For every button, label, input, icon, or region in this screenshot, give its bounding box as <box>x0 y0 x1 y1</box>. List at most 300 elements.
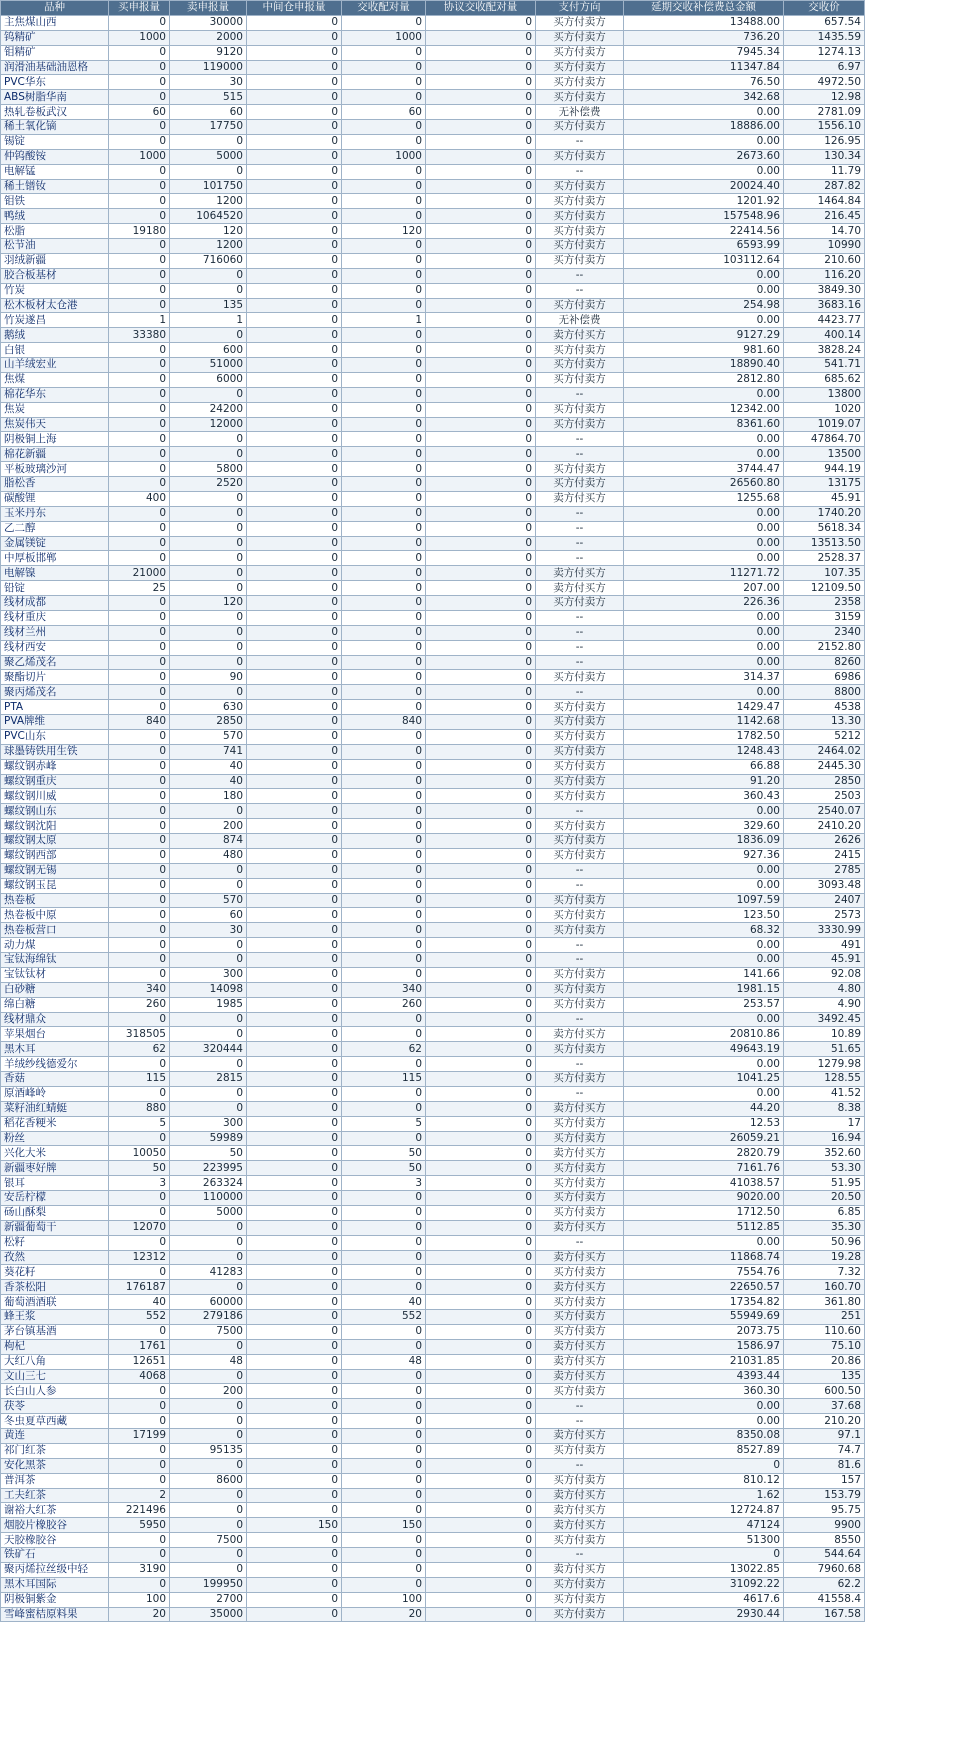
cell-payment-direction: -- <box>536 387 624 402</box>
cell-intermediate-declared: 0 <box>247 670 342 685</box>
cell-payment-direction: 卖方付买方 <box>536 491 624 506</box>
cell-buy-declared: 0 <box>109 462 170 477</box>
cell-sell-declared: 1064520 <box>170 209 247 224</box>
cell-settlement-price: 10990 <box>784 239 865 254</box>
cell-payment-direction: -- <box>536 863 624 878</box>
cell-sell-declared: 0 <box>170 878 247 893</box>
cell-variety: 砀山酥梨 <box>1 1205 109 1220</box>
cell-settlement-price: 1556.10 <box>784 120 865 135</box>
table-row <box>1 1369 865 1384</box>
cell-agreement-matched: 0 <box>426 417 536 432</box>
cell-buy-declared: 880 <box>109 1101 170 1116</box>
cell-settlement-price: 1019.07 <box>784 417 865 432</box>
cell-settlement-price: 2152.80 <box>784 640 865 655</box>
cell-sell-declared: 0 <box>170 536 247 551</box>
cell-sell-declared: 5000 <box>170 1205 247 1220</box>
cell-sell-declared: 1200 <box>170 194 247 209</box>
cell-variety: 螺纹钢赤峰 <box>1 759 109 774</box>
cell-compensation-total: 360.43 <box>624 789 784 804</box>
cell-intermediate-declared: 0 <box>247 1369 342 1384</box>
cell-compensation-total: 44.20 <box>624 1101 784 1116</box>
cell-agreement-matched: 0 <box>426 45 536 60</box>
table-row <box>1 834 865 849</box>
cell-payment-direction: -- <box>536 1012 624 1027</box>
cell-agreement-matched: 0 <box>426 209 536 224</box>
col-header-intermediate-declared: 中间仓申报量 <box>247 1 342 16</box>
cell-payment-direction: 买方付卖方 <box>536 670 624 685</box>
cell-compensation-total: 26560.80 <box>624 477 784 492</box>
cell-variety: 葡萄酒酒联 <box>1 1295 109 1310</box>
cell-settlement-price: 157 <box>784 1473 865 1488</box>
cell-intermediate-declared: 0 <box>247 1458 342 1473</box>
cell-compensation-total: 207.00 <box>624 581 784 596</box>
cell-agreement-matched: 0 <box>426 1533 536 1548</box>
table-row <box>1 715 865 730</box>
cell-intermediate-declared: 0 <box>247 1429 342 1444</box>
table-row <box>1 447 865 462</box>
cell-matched: 0 <box>342 819 426 834</box>
cell-matched: 0 <box>342 283 426 298</box>
cell-variety: 大红八角 <box>1 1354 109 1369</box>
cell-settlement-price: 8550 <box>784 1533 865 1548</box>
cell-agreement-matched: 0 <box>426 789 536 804</box>
cell-payment-direction: 买方付卖方 <box>536 1042 624 1057</box>
cell-matched: 0 <box>342 164 426 179</box>
cell-buy-declared: 1761 <box>109 1339 170 1354</box>
cell-sell-declared: 17750 <box>170 120 247 135</box>
cell-settlement-price: 126.95 <box>784 134 865 149</box>
cell-buy-declared: 0 <box>109 744 170 759</box>
cell-intermediate-declared: 0 <box>247 268 342 283</box>
cell-buy-declared: 0 <box>109 729 170 744</box>
cell-sell-declared: 0 <box>170 1280 247 1295</box>
cell-settlement-price: 17 <box>784 1116 865 1131</box>
cell-payment-direction: 买方付卖方 <box>536 1607 624 1622</box>
cell-matched: 0 <box>342 1265 426 1280</box>
cell-buy-declared: 0 <box>109 1012 170 1027</box>
table-body <box>1 15 865 1622</box>
cell-payment-direction: -- <box>536 640 624 655</box>
cell-buy-declared: 0 <box>109 670 170 685</box>
cell-settlement-price: 2407 <box>784 893 865 908</box>
table-row <box>1 1503 865 1518</box>
cell-payment-direction: 买方付卖方 <box>536 1473 624 1488</box>
cell-variety: 脂松香 <box>1 477 109 492</box>
cell-variety: 锡锭 <box>1 134 109 149</box>
cell-payment-direction: -- <box>536 1086 624 1101</box>
cell-settlement-price: 2415 <box>784 848 865 863</box>
cell-settlement-price: 128.55 <box>784 1072 865 1087</box>
cell-intermediate-declared: 0 <box>247 804 342 819</box>
cell-buy-declared: 0 <box>109 268 170 283</box>
cell-compensation-total: 0.00 <box>624 551 784 566</box>
cell-buy-declared: 0 <box>109 447 170 462</box>
cell-compensation-total: 0.00 <box>624 938 784 953</box>
cell-agreement-matched: 0 <box>426 1429 536 1444</box>
cell-agreement-matched: 0 <box>426 1577 536 1592</box>
cell-buy-declared: 100 <box>109 1592 170 1607</box>
table-row <box>1 1220 865 1235</box>
cell-agreement-matched: 0 <box>426 1548 536 1563</box>
cell-settlement-price: 12.98 <box>784 90 865 105</box>
cell-agreement-matched: 0 <box>426 1324 536 1339</box>
cell-payment-direction: -- <box>536 283 624 298</box>
cell-agreement-matched: 0 <box>426 1161 536 1176</box>
cell-matched: 0 <box>342 477 426 492</box>
cell-matched: 0 <box>342 343 426 358</box>
cell-variety: 枸杞 <box>1 1339 109 1354</box>
cell-agreement-matched: 0 <box>426 982 536 997</box>
cell-buy-declared: 0 <box>109 1443 170 1458</box>
cell-compensation-total: 13488.00 <box>624 15 784 30</box>
cell-settlement-price: 13800 <box>784 387 865 402</box>
cell-compensation-total: 9127.29 <box>624 328 784 343</box>
cell-matched: 0 <box>342 75 426 90</box>
cell-sell-declared: 101750 <box>170 179 247 194</box>
cell-settlement-price: 216.45 <box>784 209 865 224</box>
cell-matched: 552 <box>342 1310 426 1325</box>
table-row <box>1 655 865 670</box>
cell-buy-declared: 17199 <box>109 1429 170 1444</box>
cell-buy-declared: 62 <box>109 1042 170 1057</box>
cell-payment-direction: 买方付卖方 <box>536 1176 624 1191</box>
cell-payment-direction: 买方付卖方 <box>536 462 624 477</box>
cell-intermediate-declared: 0 <box>247 625 342 640</box>
cell-settlement-price: 251 <box>784 1310 865 1325</box>
cell-sell-declared: 14098 <box>170 982 247 997</box>
table-row <box>1 105 865 120</box>
cell-intermediate-declared: 0 <box>247 1592 342 1607</box>
table-row <box>1 1027 865 1042</box>
cell-variety: 棉花新疆 <box>1 447 109 462</box>
cell-buy-declared: 25 <box>109 581 170 596</box>
cell-agreement-matched: 0 <box>426 596 536 611</box>
cell-payment-direction: 卖方付买方 <box>536 1503 624 1518</box>
cell-payment-direction: 买方付卖方 <box>536 1577 624 1592</box>
table-row <box>1 432 865 447</box>
table-row <box>1 402 865 417</box>
cell-matched: 3 <box>342 1176 426 1191</box>
cell-payment-direction: 卖方付买方 <box>536 1027 624 1042</box>
cell-compensation-total: 1041.25 <box>624 1072 784 1087</box>
table-row <box>1 1458 865 1473</box>
cell-buy-declared: 50 <box>109 1161 170 1176</box>
table-row <box>1 581 865 596</box>
cell-variety: 螺纹钢川威 <box>1 789 109 804</box>
cell-settlement-price: 210.20 <box>784 1414 865 1429</box>
cell-intermediate-declared: 0 <box>247 967 342 982</box>
cell-variety: 普洱茶 <box>1 1473 109 1488</box>
cell-matched: 0 <box>342 521 426 536</box>
cell-variety: 聚丙烯拉丝级中轻 <box>1 1562 109 1577</box>
cell-settlement-price: 37.68 <box>784 1399 865 1414</box>
cell-compensation-total: 0.00 <box>624 283 784 298</box>
cell-variety: 新疆枣好牌 <box>1 1161 109 1176</box>
cell-compensation-total: 0.00 <box>624 447 784 462</box>
cell-payment-direction: 买方付卖方 <box>536 700 624 715</box>
cell-matched: 0 <box>342 640 426 655</box>
cell-sell-declared: 2850 <box>170 715 247 730</box>
cell-sell-declared: 630 <box>170 700 247 715</box>
cell-settlement-price: 287.82 <box>784 179 865 194</box>
cell-matched: 0 <box>342 462 426 477</box>
cell-intermediate-declared: 0 <box>247 1384 342 1399</box>
table-row <box>1 863 865 878</box>
cell-agreement-matched: 0 <box>426 358 536 373</box>
cell-compensation-total: 123.50 <box>624 908 784 923</box>
table-row <box>1 953 865 968</box>
cell-matched: 0 <box>342 60 426 75</box>
cell-matched: 0 <box>342 253 426 268</box>
cell-buy-declared: 0 <box>109 90 170 105</box>
cell-sell-declared: 0 <box>170 938 247 953</box>
cell-matched: 0 <box>342 655 426 670</box>
cell-compensation-total: 0.00 <box>624 625 784 640</box>
cell-buy-declared: 0 <box>109 1265 170 1280</box>
cell-agreement-matched: 0 <box>426 1057 536 1072</box>
cell-sell-declared: 0 <box>170 566 247 581</box>
table-row <box>1 744 865 759</box>
cell-matched: 0 <box>342 194 426 209</box>
cell-matched: 0 <box>342 1280 426 1295</box>
cell-agreement-matched: 0 <box>426 1146 536 1161</box>
cell-buy-declared: 0 <box>109 1057 170 1072</box>
table-row <box>1 1042 865 1057</box>
table-row <box>1 358 865 373</box>
cell-variety: 线材西安 <box>1 640 109 655</box>
cell-compensation-total: 18886.00 <box>624 120 784 135</box>
cell-agreement-matched: 0 <box>426 1101 536 1116</box>
cell-sell-declared: 0 <box>170 1503 247 1518</box>
cell-agreement-matched: 0 <box>426 134 536 149</box>
cell-intermediate-declared: 0 <box>247 655 342 670</box>
cell-sell-declared: 0 <box>170 610 247 625</box>
cell-compensation-total: 0.00 <box>624 387 784 402</box>
cell-buy-declared: 0 <box>109 938 170 953</box>
cell-agreement-matched: 0 <box>426 343 536 358</box>
cell-payment-direction: 无补偿费 <box>536 313 624 328</box>
cell-sell-declared: 200 <box>170 1384 247 1399</box>
cell-compensation-total: 21031.85 <box>624 1354 784 1369</box>
cell-compensation-total: 2673.60 <box>624 149 784 164</box>
cell-sell-declared: 0 <box>170 387 247 402</box>
cell-matched: 0 <box>342 1250 426 1265</box>
cell-intermediate-declared: 0 <box>247 759 342 774</box>
cell-agreement-matched: 0 <box>426 1250 536 1265</box>
cell-intermediate-declared: 0 <box>247 45 342 60</box>
cell-intermediate-declared: 0 <box>247 953 342 968</box>
cell-intermediate-declared: 0 <box>247 209 342 224</box>
cell-settlement-price: 81.6 <box>784 1458 865 1473</box>
cell-sell-declared: 0 <box>170 685 247 700</box>
cell-intermediate-declared: 0 <box>247 149 342 164</box>
table-row <box>1 298 865 313</box>
cell-agreement-matched: 0 <box>426 1503 536 1518</box>
cell-variety: 热卷板营口 <box>1 923 109 938</box>
cell-matched: 0 <box>342 759 426 774</box>
cell-intermediate-declared: 0 <box>247 908 342 923</box>
cell-agreement-matched: 0 <box>426 655 536 670</box>
cell-payment-direction: 买方付卖方 <box>536 774 624 789</box>
cell-variety: 螺纹钢太原 <box>1 834 109 849</box>
cell-compensation-total: 12.53 <box>624 1116 784 1131</box>
table-row <box>1 997 865 1012</box>
cell-settlement-price: 35.30 <box>784 1220 865 1235</box>
table-row <box>1 75 865 90</box>
cell-settlement-price: 74.7 <box>784 1443 865 1458</box>
cell-compensation-total: 103112.64 <box>624 253 784 268</box>
cell-payment-direction: 买方付卖方 <box>536 417 624 432</box>
cell-variety: 宝钛钛材 <box>1 967 109 982</box>
cell-intermediate-declared: 0 <box>247 834 342 849</box>
cell-sell-declared: 741 <box>170 744 247 759</box>
cell-compensation-total: 1.62 <box>624 1488 784 1503</box>
cell-payment-direction: 买方付卖方 <box>536 1310 624 1325</box>
cell-variety: ABS树脂华南 <box>1 90 109 105</box>
cell-payment-direction: 买方付卖方 <box>536 1443 624 1458</box>
cell-buy-declared: 260 <box>109 997 170 1012</box>
cell-matched: 1000 <box>342 30 426 45</box>
cell-compensation-total: 1586.97 <box>624 1339 784 1354</box>
table-row <box>1 1310 865 1325</box>
table-row <box>1 239 865 254</box>
table-row <box>1 982 865 997</box>
cell-agreement-matched: 0 <box>426 1131 536 1146</box>
cell-agreement-matched: 0 <box>426 1235 536 1250</box>
cell-sell-declared: 135 <box>170 298 247 313</box>
cell-intermediate-declared: 0 <box>247 358 342 373</box>
cell-intermediate-declared: 0 <box>247 923 342 938</box>
table-row <box>1 164 865 179</box>
cell-intermediate-declared: 0 <box>247 1265 342 1280</box>
cell-intermediate-declared: 0 <box>247 1473 342 1488</box>
cell-intermediate-declared: 0 <box>247 1027 342 1042</box>
cell-payment-direction: 买方付卖方 <box>536 982 624 997</box>
cell-agreement-matched: 0 <box>426 1339 536 1354</box>
cell-buy-declared: 0 <box>109 1235 170 1250</box>
cell-agreement-matched: 0 <box>426 610 536 625</box>
cell-payment-direction: -- <box>536 625 624 640</box>
cell-sell-declared: 0 <box>170 863 247 878</box>
cell-variety: 阴极铜上海 <box>1 432 109 447</box>
cell-variety: 热卷板中原 <box>1 908 109 923</box>
cell-settlement-price: 2781.09 <box>784 105 865 120</box>
cell-compensation-total: 329.60 <box>624 819 784 834</box>
cell-buy-declared: 0 <box>109 685 170 700</box>
cell-payment-direction: 卖方付买方 <box>536 1354 624 1369</box>
cell-intermediate-declared: 0 <box>247 893 342 908</box>
cell-agreement-matched: 0 <box>426 462 536 477</box>
cell-buy-declared: 0 <box>109 1324 170 1339</box>
cell-intermediate-declared: 0 <box>247 1339 342 1354</box>
cell-intermediate-declared: 0 <box>247 1399 342 1414</box>
cell-intermediate-declared: 0 <box>247 774 342 789</box>
cell-compensation-total: 141.66 <box>624 967 784 982</box>
cell-sell-declared: 263324 <box>170 1176 247 1191</box>
cell-payment-direction: -- <box>536 655 624 670</box>
cell-sell-declared: 35000 <box>170 1607 247 1622</box>
cell-agreement-matched: 0 <box>426 30 536 45</box>
cell-intermediate-declared: 0 <box>247 1250 342 1265</box>
table-row <box>1 759 865 774</box>
cell-intermediate-declared: 0 <box>247 1057 342 1072</box>
cell-buy-declared: 33380 <box>109 328 170 343</box>
cell-compensation-total: 51300 <box>624 1533 784 1548</box>
cell-buy-declared: 0 <box>109 432 170 447</box>
cell-payment-direction: 买方付卖方 <box>536 253 624 268</box>
cell-matched: 0 <box>342 402 426 417</box>
cell-compensation-total: 157548.96 <box>624 209 784 224</box>
cell-intermediate-declared: 0 <box>247 596 342 611</box>
cell-intermediate-declared: 0 <box>247 1443 342 1458</box>
cell-payment-direction: 买方付卖方 <box>536 893 624 908</box>
cell-variety: PVC华东 <box>1 75 109 90</box>
cell-settlement-price: 62.2 <box>784 1577 865 1592</box>
cell-settlement-price: 2626 <box>784 834 865 849</box>
cell-agreement-matched: 0 <box>426 387 536 402</box>
cell-buy-declared: 0 <box>109 1548 170 1563</box>
cell-matched: 40 <box>342 1295 426 1310</box>
cell-settlement-price: 6986 <box>784 670 865 685</box>
cell-matched: 0 <box>342 179 426 194</box>
cell-matched: 0 <box>342 729 426 744</box>
cell-compensation-total: 0 <box>624 1548 784 1563</box>
col-header-compensation-total: 延期交收补偿费总金额 <box>624 1 784 16</box>
cell-agreement-matched: 0 <box>426 581 536 596</box>
cell-sell-declared: 6000 <box>170 372 247 387</box>
cell-variety: 松木板材太仓港 <box>1 298 109 313</box>
cell-intermediate-declared: 0 <box>247 1577 342 1592</box>
cell-settlement-price: 1274.13 <box>784 45 865 60</box>
cell-payment-direction: 买方付卖方 <box>536 759 624 774</box>
cell-payment-direction: 卖方付买方 <box>536 1220 624 1235</box>
table-row <box>1 60 865 75</box>
cell-matched: 0 <box>342 1086 426 1101</box>
cell-intermediate-declared: 0 <box>247 1131 342 1146</box>
cell-agreement-matched: 0 <box>426 1072 536 1087</box>
cell-payment-direction: 买方付卖方 <box>536 744 624 759</box>
cell-buy-declared: 0 <box>109 45 170 60</box>
cell-matched: 0 <box>342 551 426 566</box>
cell-agreement-matched: 0 <box>426 1518 536 1533</box>
cell-payment-direction: 买方付卖方 <box>536 358 624 373</box>
cell-payment-direction: 买方付卖方 <box>536 179 624 194</box>
cell-compensation-total: 360.30 <box>624 1384 784 1399</box>
cell-payment-direction: 买方付卖方 <box>536 1384 624 1399</box>
cell-buy-declared: 840 <box>109 715 170 730</box>
cell-payment-direction: 买方付卖方 <box>536 15 624 30</box>
cell-variety: 雪峰蜜桔原料果 <box>1 1607 109 1622</box>
cell-intermediate-declared: 0 <box>247 715 342 730</box>
table-row <box>1 283 865 298</box>
cell-matched: 0 <box>342 1503 426 1518</box>
cell-payment-direction: 买方付卖方 <box>536 239 624 254</box>
cell-buy-declared: 1000 <box>109 149 170 164</box>
cell-compensation-total: 0.00 <box>624 432 784 447</box>
cell-matched: 0 <box>342 447 426 462</box>
table-row <box>1 1399 865 1414</box>
cell-compensation-total: 13022.85 <box>624 1562 784 1577</box>
cell-agreement-matched: 0 <box>426 179 536 194</box>
cell-matched: 0 <box>342 1414 426 1429</box>
cell-intermediate-declared: 0 <box>247 819 342 834</box>
cell-payment-direction: -- <box>536 134 624 149</box>
cell-sell-declared: 0 <box>170 1339 247 1354</box>
cell-variety: 螺纹钢玉昆 <box>1 878 109 893</box>
cell-buy-declared: 0 <box>109 878 170 893</box>
cell-matched: 0 <box>342 1443 426 1458</box>
cell-matched: 0 <box>342 209 426 224</box>
